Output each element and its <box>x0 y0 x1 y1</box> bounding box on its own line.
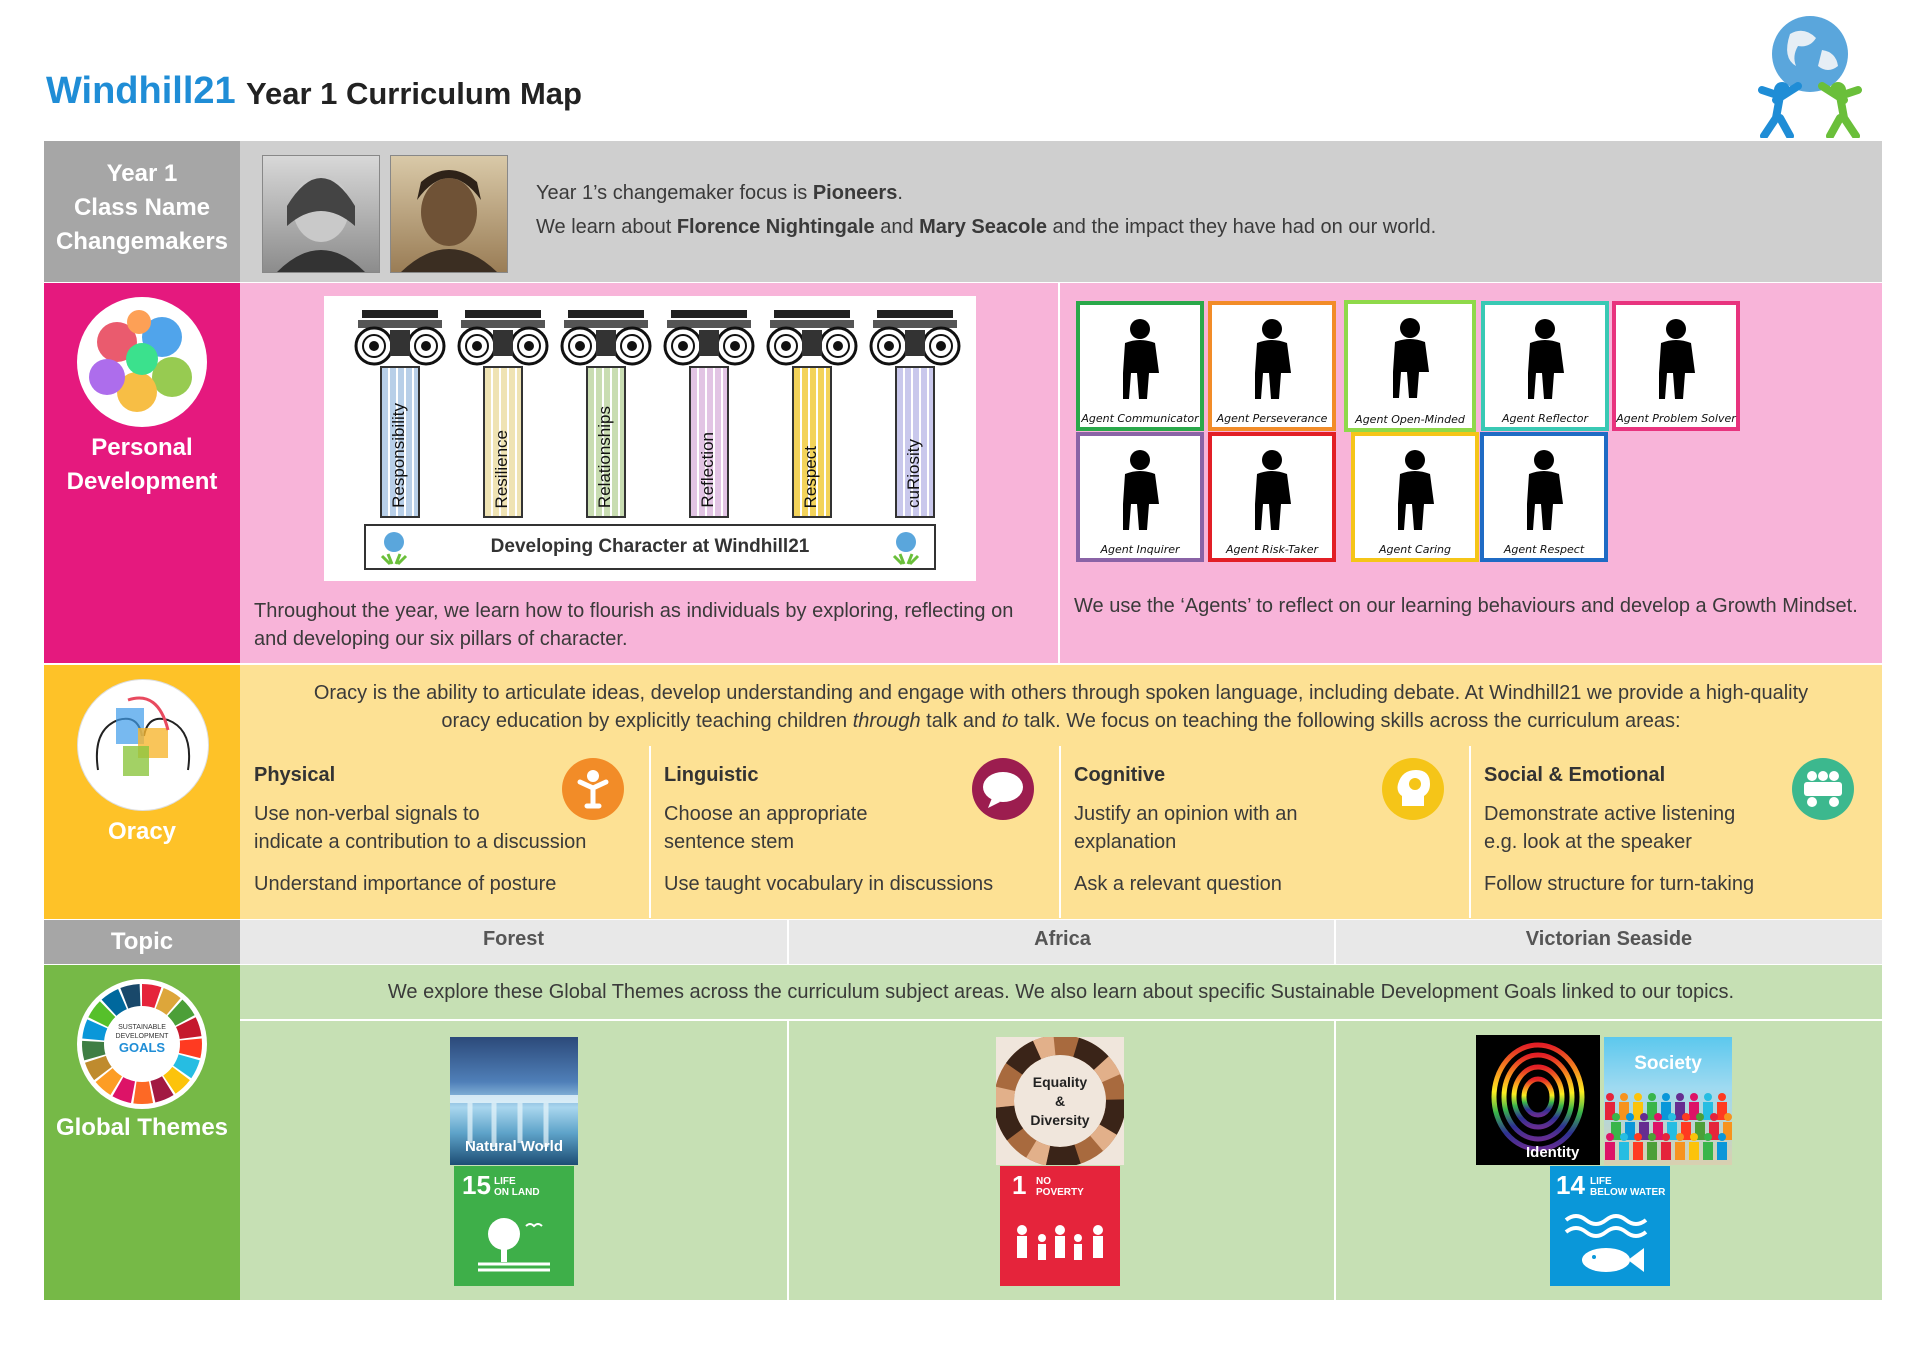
personal-divider <box>1058 283 1060 663</box>
topic-label-cell <box>44 920 240 964</box>
global-intro: We explore these Global Themes across the curriculum subject areas. We also learn about specific Sustainable Development Goals linked to our topics. <box>387 981 1735 1003</box>
natural-world-label: Natural World <box>464 1138 564 1155</box>
skill-line3: Understand importance of posture <box>254 873 557 895</box>
agent-caption: Agent Risk-Taker <box>1226 543 1318 556</box>
personal-label-line2: Development <box>66 468 218 495</box>
crowd-person-head <box>1662 1093 1670 1101</box>
agent-caption: Agent Inquirer <box>1100 543 1180 556</box>
agent-communicator-card <box>1076 301 1204 431</box>
globe-logo-icon <box>1752 10 1868 138</box>
equality-label-1: Equality <box>1032 1074 1088 1090</box>
sdg-15-line1: LIFE <box>494 1176 516 1187</box>
learn-prefix: We learn about <box>536 216 677 238</box>
skill-title: Physical <box>254 764 336 786</box>
sdg-1-line2: POVERTY <box>1036 1187 1084 1198</box>
sdg-1-line1: NO <box>1036 1176 1051 1187</box>
skill-line2: e.g. look at the speaker <box>1484 831 1692 853</box>
crowd-person-head <box>1696 1113 1704 1121</box>
agent-respect-silhouette-icon <box>1509 446 1579 532</box>
sdg-14-number: 14 <box>1556 1170 1585 1200</box>
equality-label-2: & <box>1054 1093 1066 1109</box>
crowd-person-head <box>1690 1093 1698 1101</box>
oracy-heads-icon <box>77 679 209 811</box>
agent-risk-taker-silhouette-icon <box>1237 446 1307 532</box>
crowd-person-head <box>1704 1133 1712 1141</box>
crowd-person-head <box>1612 1113 1620 1121</box>
sdg-logo-line2: DEVELOPMENT <box>115 1033 169 1040</box>
oracy-label: Oracy <box>107 818 177 845</box>
crowd-person-head <box>1718 1133 1726 1141</box>
oracy-divider <box>1059 746 1061 918</box>
agent-communicator-silhouette-icon <box>1105 315 1175 401</box>
sdg-logo-line3: GOALS <box>118 1040 166 1055</box>
mini-globe-right-icon <box>890 530 922 566</box>
group-icon <box>1792 758 1854 820</box>
person-icon <box>562 758 624 820</box>
sdg-14-tile <box>1550 1166 1670 1286</box>
agent-caring-card <box>1351 432 1479 562</box>
pillar-label: Responsibility <box>389 403 408 508</box>
focus-suffix: . <box>897 182 903 204</box>
person-mary: Mary Seacole <box>919 216 1047 238</box>
oracy-label-cell <box>44 665 240 919</box>
class-label-name: Class Name <box>73 194 211 221</box>
pillar-label: Relationships <box>595 405 614 508</box>
pillar-respect <box>766 310 858 522</box>
skill-line2: indicate a contribution to a discussion <box>254 831 587 853</box>
crowd-person-head <box>1620 1093 1628 1101</box>
skill-line3: Ask a relevant question <box>1074 873 1282 895</box>
crowd-person-head <box>1668 1113 1676 1121</box>
topic-africa: Africa <box>1034 928 1091 950</box>
crowd-person-head <box>1718 1093 1726 1101</box>
class-label-year: Year 1 <box>106 160 178 187</box>
skill-line2: explanation <box>1074 831 1177 853</box>
mary-seacole-portrait <box>390 155 508 273</box>
pillar-reflection <box>663 310 755 522</box>
pillar-label: Respect <box>801 445 820 508</box>
global-divider-2 <box>1334 1021 1336 1300</box>
crowd-person-head <box>1648 1133 1656 1141</box>
florence-nightingale-portrait <box>262 155 380 273</box>
pillar-resilience <box>457 310 549 522</box>
crowd-person-body <box>1675 1142 1685 1160</box>
crowd-person-head <box>1704 1093 1712 1101</box>
agent-perseverance-silhouette-icon <box>1237 315 1307 401</box>
agent-problem-solver-silhouette-icon <box>1641 315 1711 401</box>
changemaker-learn-text <box>536 213 1866 241</box>
agent-open-minded-silhouette-icon <box>1375 314 1445 400</box>
crowd-person-body <box>1661 1142 1671 1160</box>
sdg-1-tile <box>1000 1166 1120 1286</box>
sdg-wheel-icon <box>77 979 207 1109</box>
topic-label: Topic <box>110 928 174 955</box>
crowd-person-head <box>1654 1113 1662 1121</box>
skill-title: Cognitive <box>1074 764 1166 786</box>
fish-waves-icon <box>1562 1210 1658 1280</box>
agent-perseverance-card <box>1208 301 1336 431</box>
crowd-person-head <box>1620 1133 1628 1141</box>
topic-forest: Forest <box>482 928 545 950</box>
changemaker-focus-text <box>536 179 1836 207</box>
crowd-person-head <box>1682 1113 1690 1121</box>
sdg-logo-line1: SUSTAINABLE <box>118 1024 166 1031</box>
crowd-person-head <box>1626 1113 1634 1121</box>
skill-title: Linguistic <box>664 764 759 786</box>
pillars-caption: Developing Character at Windhill21 <box>490 536 810 557</box>
crowd-person-body <box>1605 1142 1615 1160</box>
pillars-description: Throughout the year, we learn how to flourish as individuals by exploring, reflecting on and developing our six pillars of character. <box>254 600 1014 650</box>
pillar-relationships <box>560 310 652 522</box>
crowd-person-head <box>1676 1133 1684 1141</box>
equality-label-3: Diversity <box>1030 1112 1090 1128</box>
agent-caption: Agent Communicator <box>1081 412 1199 425</box>
agent-caption: Agent Respect <box>1503 543 1585 556</box>
topic-divider-2 <box>1334 920 1336 964</box>
pillar-label: cuRiosity <box>904 439 923 508</box>
crowd-person-body <box>1689 1142 1699 1160</box>
topic-divider-1 <box>787 920 789 964</box>
crowd-person-head <box>1634 1133 1642 1141</box>
family-icon <box>1012 1224 1108 1274</box>
head-icon <box>1382 758 1444 820</box>
oracy-intro-to: to <box>1001 710 1019 732</box>
oracy-divider <box>649 746 651 918</box>
oracy-intro-line1: Oracy is the ability to articulate ideas, develop understanding and engage with others through spoken language, including debate. At Windhill21 we provide a high-quality <box>313 682 1809 704</box>
sdg-15-number: 15 <box>462 1170 491 1200</box>
sdg-15-tile <box>454 1166 574 1286</box>
pillar-responsibility <box>354 310 446 522</box>
focus-prefix: Year 1’s changemaker focus is <box>536 182 813 204</box>
crowd-person-head <box>1690 1133 1698 1141</box>
sdg-14-line1: LIFE <box>1590 1176 1612 1187</box>
speech-bubble-icon <box>972 758 1034 820</box>
sdg-wheel-segment <box>133 1081 153 1104</box>
oracy-intro-line2 <box>240 707 1882 735</box>
skill-line2: sentence stem <box>664 831 795 853</box>
agent-risk-taker-card <box>1208 432 1336 562</box>
class-label-cell <box>44 141 240 282</box>
skill-line3: Use taught vocabulary in discussions <box>664 873 994 895</box>
natural-world-tile <box>450 1037 578 1165</box>
personal-label-cell <box>44 283 240 663</box>
learn-suffix: and the impact they have had on our world. <box>1047 216 1437 238</box>
pillars-graphic <box>324 296 976 581</box>
oracy-intro-2c: talk and <box>920 710 1002 732</box>
pillar-label: Resilience <box>492 429 511 508</box>
agent-caption: Agent Open-Minded <box>1355 413 1465 426</box>
global-divider-1 <box>787 1021 789 1300</box>
agents-description: We use the ‘Agents’ to reflect on our learning behaviours and develop a Growth Mindset. <box>1074 595 1858 617</box>
brand-logo-text: Windhill21 <box>46 70 236 112</box>
agent-inquirer-silhouette-icon <box>1105 446 1175 532</box>
pillar-curiosity <box>869 310 961 522</box>
crowd-person-head <box>1676 1093 1684 1101</box>
crowd-person-head <box>1606 1133 1614 1141</box>
crowd-person-head <box>1648 1093 1656 1101</box>
agent-caption: Agent Reflector <box>1502 412 1588 425</box>
crowd-person-head <box>1640 1113 1648 1121</box>
skill-line1: Choose an appropriate <box>664 803 868 825</box>
equality-diversity-tile <box>996 1037 1124 1165</box>
crowd-person-head <box>1662 1133 1670 1141</box>
agent-reflector-card <box>1481 301 1609 431</box>
agent-caption: Agent Caring <box>1378 543 1451 556</box>
global-label: Global Themes <box>55 1114 229 1141</box>
skill-line1: Demonstrate active listening <box>1484 803 1736 825</box>
global-label-cell <box>44 965 240 1300</box>
pillar-label: Reflection <box>698 432 717 508</box>
focus-keyword: Pioneers <box>812 182 898 204</box>
crowd-person-body <box>1703 1142 1713 1160</box>
sdg-wheel-segment <box>179 1038 202 1058</box>
class-label-changemakers: Changemakers <box>55 228 229 255</box>
society-label: Society <box>1634 1053 1702 1074</box>
oracy-intro-2e: talk. We focus on teaching the following skills across the curriculum areas: <box>1018 710 1681 732</box>
agent-problem-solver-card <box>1612 301 1740 431</box>
topic-victorian-seaside: Victorian Seaside <box>1525 928 1693 950</box>
identity-label: Identity <box>1526 1144 1580 1161</box>
sdg-15-line2: ON LAND <box>494 1187 540 1198</box>
learn-mid: and <box>874 216 920 238</box>
crowd-person-body <box>1619 1142 1629 1160</box>
pillars-caption-box <box>364 524 936 570</box>
tree-icon <box>474 1214 554 1274</box>
person-florence: Florence Nightingale <box>676 216 875 238</box>
personal-label-line1: Personal <box>91 434 193 461</box>
skill-line1: Use non-verbal signals to <box>254 803 480 825</box>
skill-title: Social & Emotional <box>1484 764 1666 786</box>
oracy-intro-through: through <box>852 710 921 732</box>
identity-tile <box>1476 1035 1600 1165</box>
crowd-person-head <box>1724 1113 1732 1121</box>
oracy-intro-2a: oracy education by explicitly teaching children <box>441 710 853 732</box>
agent-respect-card <box>1480 432 1608 562</box>
skill-line3: Follow structure for turn-taking <box>1484 873 1755 895</box>
page-title: Year 1 Curriculum Map <box>246 76 582 111</box>
agent-inquirer-card <box>1076 432 1204 562</box>
crowd-person-body <box>1717 1142 1727 1160</box>
crowd-person-body <box>1647 1142 1657 1160</box>
crowd-person-head <box>1606 1093 1614 1101</box>
handprints-icon <box>77 297 207 427</box>
agent-reflector-silhouette-icon <box>1510 315 1580 401</box>
agent-caption: Agent Perseverance <box>1216 412 1328 425</box>
sdg-14-line2: BELOW WATER <box>1590 1187 1666 1198</box>
agent-open-minded-card <box>1344 300 1476 432</box>
crowd-person-head <box>1710 1113 1718 1121</box>
crowd-person-body <box>1633 1142 1643 1160</box>
society-tile <box>1604 1037 1732 1165</box>
agent-caring-silhouette-icon <box>1380 446 1450 532</box>
sdg-1-number: 1 <box>1012 1170 1027 1200</box>
agent-caption: Agent Problem Solver <box>1616 412 1736 425</box>
crowd-person-head <box>1634 1093 1642 1101</box>
skill-line1: Justify an opinion with an <box>1074 803 1298 825</box>
oracy-divider <box>1469 746 1471 918</box>
